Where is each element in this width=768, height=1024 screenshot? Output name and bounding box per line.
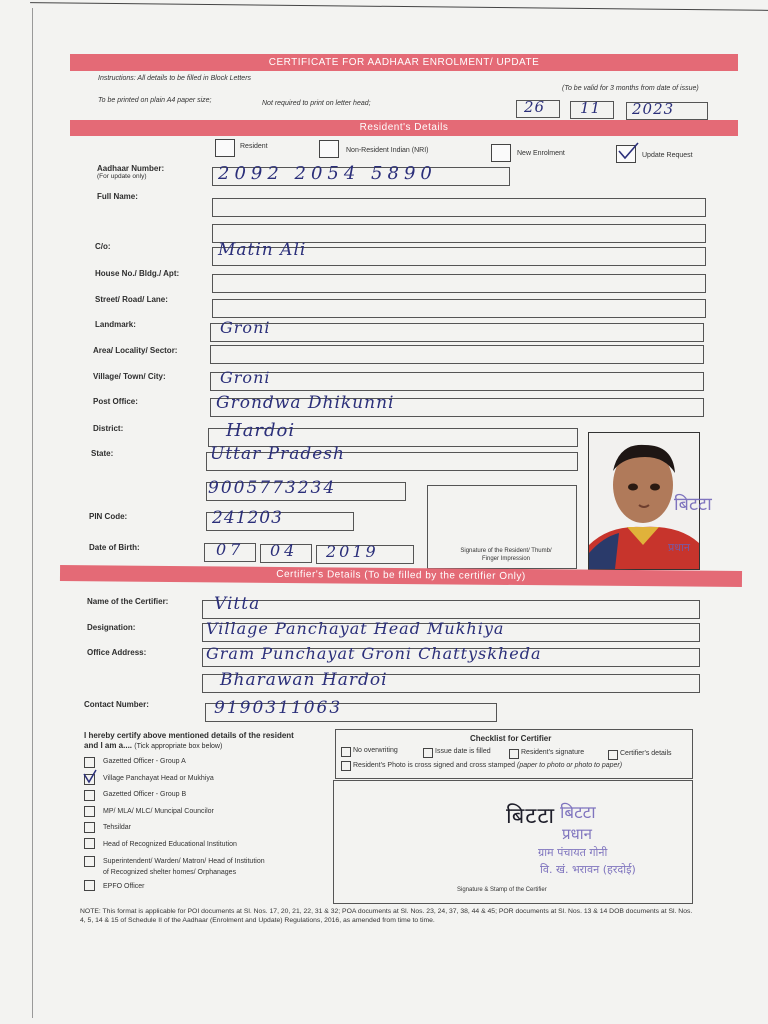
role-checkbox-education[interactable] [84,838,95,849]
certifier-stamp-caption: Signature & Stamp of the Certifier [457,887,547,893]
stamp-name: बिटटा [560,803,596,823]
role-label-shelter-2: of Recognized shelter homes/ Orphanages [103,869,237,876]
certifier-section-title: Certifier's Details (To be filled by the certifier Only) [276,568,526,583]
date-month: 11 [580,99,602,117]
dob-day: 07 [216,540,245,559]
certifier-name-field[interactable] [202,600,700,619]
checklist-photo-box[interactable] [341,761,351,771]
certify-statement: I hereby certify above mentioned details of the resident and I am a.... (Tick appropriate box below) [84,731,294,750]
resident-checkbox[interactable] [215,139,235,157]
area-label: Area/ Locality/ Sector: [93,346,178,355]
pin-label: PIN Code: [89,512,128,521]
role-checkbox-epfo[interactable] [84,880,95,891]
certifier-name-value: Vitta [214,594,261,614]
office-address-label: Office Address: [87,648,147,657]
stamp-title: प्रधान [562,825,592,843]
letterhead-note: Not required to print on letter head; [262,100,371,107]
resident-option-label: Resident [240,143,268,150]
checklist-resident-sign: Resident's signature [521,749,585,756]
role-label-gazetted-b: Gazetted Officer - Group B [103,791,187,798]
office-address-value-2: Bharawan Hardoi [220,670,388,690]
role-label-gazetted-a: Gazetted Officer - Group A [103,758,186,765]
mukhiya-tick-icon [82,768,98,784]
designation-value: Village Panchayat Head Mukhiya [206,619,505,638]
resident-signature-caption: Signature of the Resident/ Thumb/ Finger Impression [460,548,552,562]
village-field[interactable] [210,372,704,391]
role-checkbox-tehsildar[interactable] [84,822,95,833]
co-label: C/o: [95,242,111,251]
pin-value: 241203 [212,508,283,528]
new-enrolment-label: New Enrolment [517,150,565,157]
checklist-certifier-details-box[interactable] [608,750,618,760]
role-label-tehsildar: Tehsildar [103,824,132,831]
phone-value: 9005773234 [208,478,337,498]
street-label: Street/ Road/ Lane: [95,295,168,304]
landmark-label: Landmark: [95,320,136,329]
checklist-no-overwriting-box[interactable] [341,747,351,757]
role-checkbox-gazetted-b[interactable] [84,790,95,801]
checklist-resident-sign-box[interactable] [509,749,519,759]
co-value: Matin Ali [218,240,307,260]
checklist-issue-date-box[interactable] [423,748,433,758]
post-office-value: Grondwa Dhikunni [216,393,395,413]
landmark-field[interactable] [210,323,704,342]
state-label: State: [91,449,114,458]
photo-stamp-text: बिटटा [674,494,712,515]
photo-stamp-title: प्रधान [668,541,690,554]
nri-option-label: Non-Resident Indian (NRI) [346,147,429,154]
district-label: District: [93,424,124,433]
checklist-title: Checklist for Certifier [470,734,552,743]
area-field[interactable] [210,345,704,364]
validity-note: (To be valid for 3 months from date of issue) [562,85,699,92]
update-request-label: Update Request [642,152,693,159]
district-value: Hardoi [226,420,296,441]
instructions: Instructions: All details to be filled in Block Letters [98,75,252,82]
form-title: CERTIFICATE FOR AADHAAR ENROLMENT/ UPDATE [268,57,540,68]
house-field[interactable] [212,274,706,293]
aadhaar-value: 2092 2054 5890 [218,163,437,184]
dob-label: Date of Birth: [89,543,140,552]
full-name-label: Full Name: [97,192,138,201]
certifier-stamp-box[interactable] [333,780,693,904]
page-top-edge [30,2,768,25]
form-title-band [70,54,738,71]
role-checkbox-gazetted-a[interactable] [84,757,95,768]
role-label-epfo: EPFO Officer [103,883,145,890]
role-label-shelter-1: Superintendent/ Warden/ Matron/ Head of Institution [103,858,265,865]
village-label: Village/ Town/ City: [93,372,166,381]
paper-note: To be printed on plain A4 paper size; [98,97,212,104]
state-value: Uttar Pradesh [210,444,345,464]
certifier-signature: बिटटा [506,804,556,829]
village-value: Groni [220,368,271,387]
role-label-mp-mla: MP/ MLA/ MLC/ Muncipal Councilor [103,808,214,815]
office-address-value-1: Gram Punchayat Groni Chattyskheda [206,644,542,663]
checklist-issue-date: Issue date is filled [435,748,491,755]
checklist-no-overwriting: No overwriting [353,747,398,754]
resident-section-title: Resident's Details [359,122,449,133]
role-checkbox-mp-mla[interactable] [84,806,95,817]
contact-label: Contact Number: [84,700,149,709]
aadhaar-label: Aadhaar Number: (For update only) [97,164,165,180]
house-label: House No./ Bldg./ Apt: [95,269,180,278]
dob-month: 04 [270,541,299,560]
street-field[interactable] [212,299,706,318]
date-day: 26 [524,98,546,116]
post-office-label: Post Office: [93,397,138,406]
landmark-value: Groni [220,318,271,337]
role-label-mukhiya: Village Panchayat Head or Mukhiya [103,775,214,782]
stamp-district: वि. खं. भरावन (हरदोई) [540,863,636,876]
role-label-education: Head of Recognized Educational Institution [103,841,237,848]
designation-label: Designation: [87,623,136,632]
stamp-office: ग्राम पंचायत गोनी [538,846,608,859]
update-request-tick-icon [616,140,640,162]
resident-section-band [70,120,738,136]
dob-year: 2019 [326,542,379,561]
footer-note: NOTE: This format is applicable for POI documents at Sl. Nos. 17, 20, 21, 22, 31 & 32; POA documents at Sl. Nos. 23, 24, 37, 38, 44 & 45; POR documents at Sl. Nos. 13 & 14 DOB documents at Sl. Nos. 4, 5, 14 & 15 of Schedule II of the Aadhaar (Enrolment and Update) Regulations, 2016, as amended from time to time. [80,908,693,924]
new-enrolment-checkbox[interactable] [491,144,511,162]
nri-checkbox[interactable] [319,140,339,158]
page-left-edge [32,8,33,1018]
full-name-field-1[interactable] [212,198,706,217]
role-checkbox-shelter[interactable] [84,856,95,867]
certifier-name-label: Name of the Certifier: [87,597,169,606]
contact-value: 9190311063 [214,698,343,718]
checklist-photo: Resident's Photo is cross signed and cross stamped (paper to photo or photo to paper) [353,762,623,769]
checklist-certifier-details: Certifier's details [620,750,672,757]
date-year: 2023 [632,100,675,118]
